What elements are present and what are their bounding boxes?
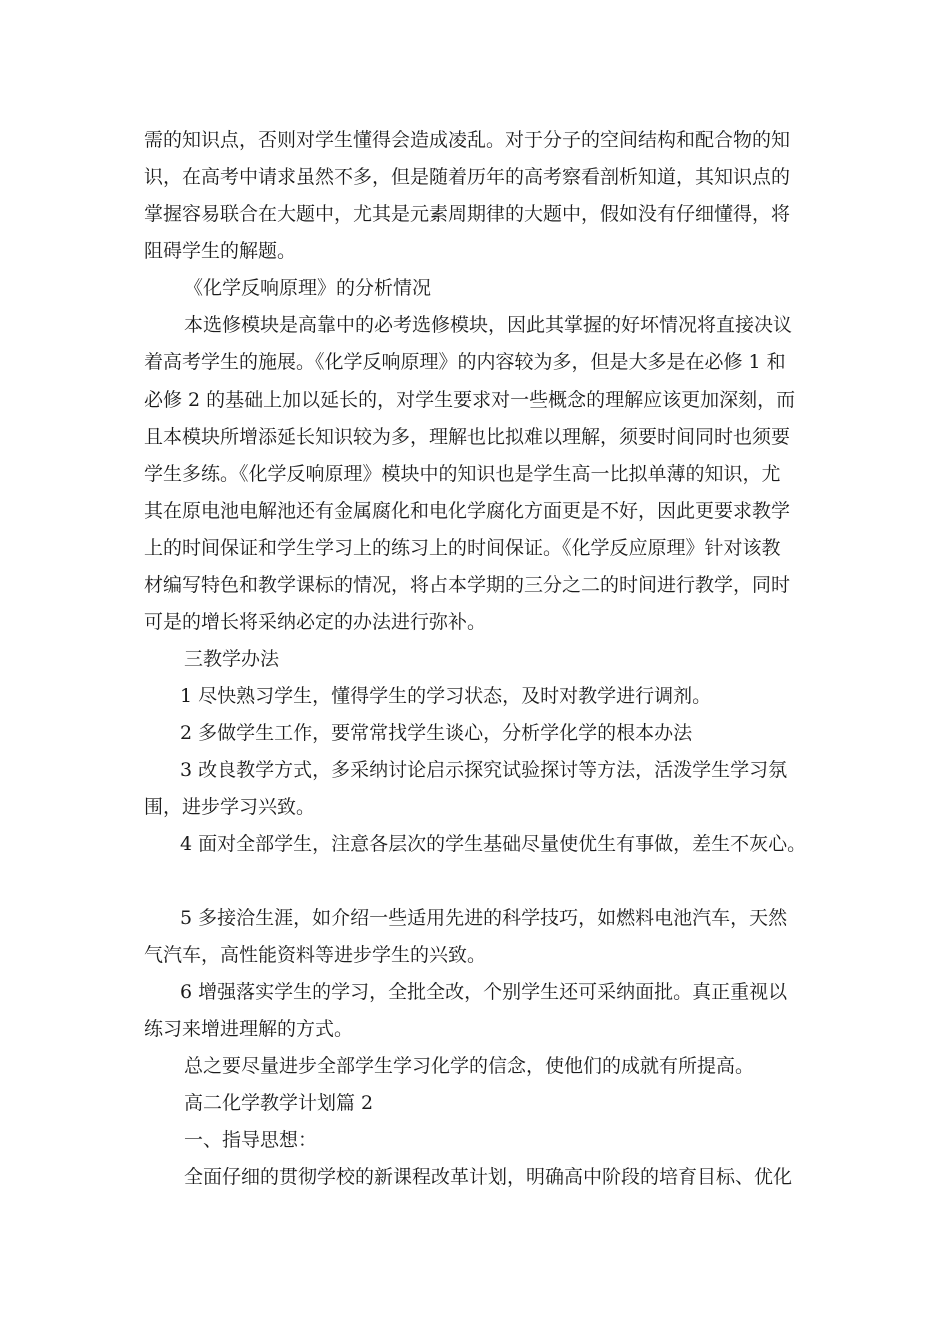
list-item: 2 多做学生工作，要常常找学生谈心，分析学化学的根本办法 [180, 722, 693, 744]
paragraph-line: 着高考学生的施展。《化学反响原理》的内容较为多，但是大多是在必修 1 和 [144, 351, 786, 373]
paragraph-line: 气汽车，高性能资料等进步学生的兴致。 [144, 944, 487, 966]
list-item: 5 多接洽生涯，如介绍一些适用先进的科学技巧，如燃料电池汽车，天然 [180, 907, 788, 929]
section-heading: 三教学办法 [184, 648, 280, 670]
paragraph-line: 学生多练。《化学反响原理》模块中的知识也是学生高一比拟单薄的知识，尤 [144, 463, 781, 485]
paragraph-line: 其在原电池电解池还有金属腐化和电化学腐化方面更是不好，因此更要求教学 [144, 500, 791, 522]
list-item: 3 改良教学方式，多采纳讨论启示探究试验探讨等方法，活泼学生学习氛 [180, 759, 788, 781]
paragraph-line: 本选修模块是高靠中的必考选修模块，因此其掌握的好坏情况将直接决议 [184, 314, 793, 336]
list-item: 6 增强落实学生的学习，全批全改，个别学生还可采纳面批。真正重视以 [180, 981, 788, 1003]
list-item: 4 面对全部学生，注意各层次的学生基础尽量使优生有事做，差生不灰心。 [180, 833, 807, 855]
section-heading: 高二化学教学计划篇 2 [184, 1092, 374, 1114]
section-heading: 一、指导思想： [184, 1129, 318, 1151]
paragraph-line: 需的知识点，否则对学生懂得会造成凌乱。对于分子的空间结构和配合物的知 [144, 129, 791, 151]
paragraph-line: 掌握容易联合在大题中，尤其是元素周期律的大题中，假如没有仔细懂得，将 [144, 203, 791, 225]
paragraph-line: 且本模块所增添延长知识较为多，理解也比拟难以理解，须要时间同时也须要 [144, 426, 791, 448]
paragraph-line: 全面仔细的贯彻学校的新课程改革计划，明确高中阶段的培育目标、优化 [184, 1166, 793, 1188]
paragraph-line: 阻碍学生的解题。 [144, 240, 297, 262]
list-item: 1 尽快熟习学生，懂得学生的学习状态，及时对教学进行调剂。 [180, 685, 712, 707]
paragraph-line: 材编写特色和教学课标的情况，将占本学期的三分之二的时间进行教学，同时 [144, 574, 791, 596]
paragraph-line: 练习来增进理解的方式。 [144, 1018, 354, 1040]
paragraph-line: 总之要尽量进步全部学生学习化学的信念，使他们的成就有所提高。 [184, 1055, 755, 1077]
paragraph-line: 围，进步学习兴致。 [144, 796, 316, 818]
paragraph-line: 必修 2 的基础上加以延长的，对学生要求对一些概念的理解应该更加深刻，而 [144, 389, 796, 411]
section-heading: 《化学反响原理》的分析情况 [184, 277, 432, 299]
paragraph-line: 可是的增长将采纳必定的办法进行弥补。 [144, 611, 487, 633]
paragraph-line: 识，在高考中请求虽然不多，但是随着历年的高考察看剖析知道，其知识点的 [144, 166, 791, 188]
paragraph-line: 上的时间保证和学生学习上的练习上的时间保证。《化学反应原理》针对该教 [144, 537, 781, 559]
